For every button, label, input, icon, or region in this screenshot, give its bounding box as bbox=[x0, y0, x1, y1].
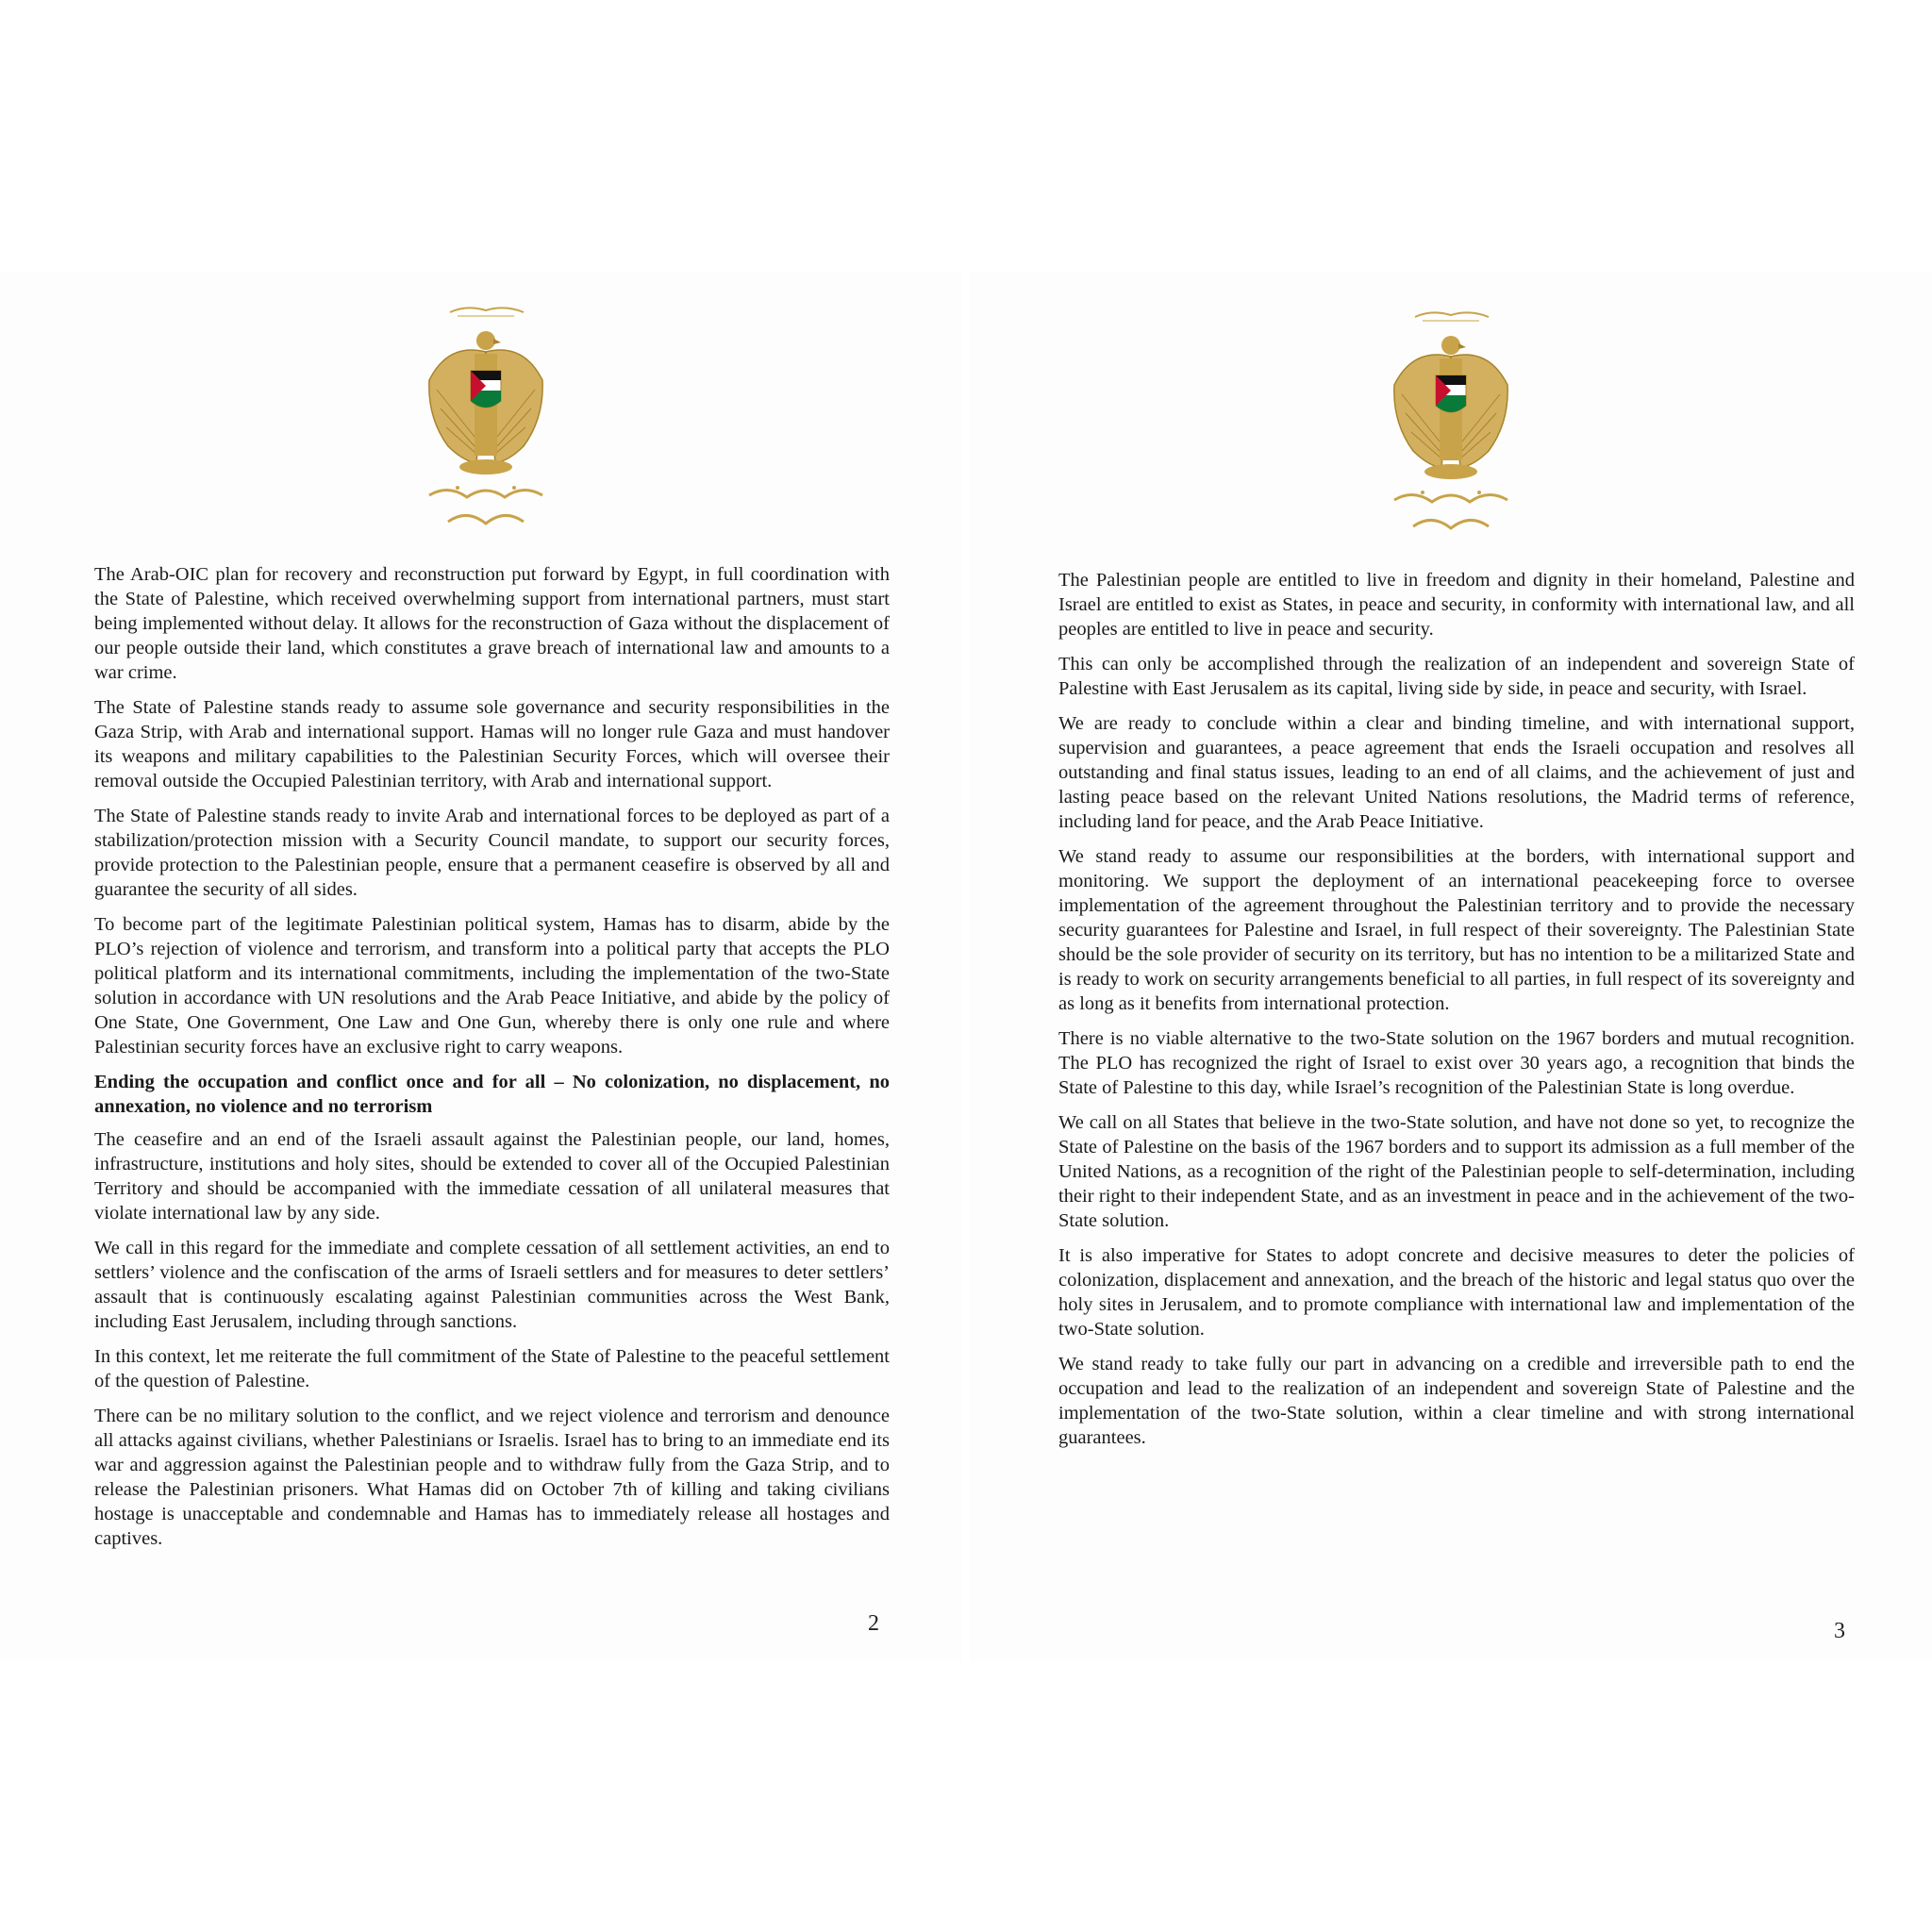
paragraph: There is no viable alternative to the two-State solution on the 1967 borders and mutual recognition. The PLO has recognized the right of Israel to exist over 30 years ago, a recognition that binds the State of Palestine to this day, while Israel’s recognition of the Palestinian State is long overdue. bbox=[1058, 1028, 1855, 1098]
paragraph: We are ready to conclude within a clear and binding timeline, and with international support, supervision and guarantees, a peace agreement that ends the Israeli occupation and resolves all outstanding and final status issues, leading to an end of all claims, and the achievement of just and lasting peace based on the relevant United Nations resolutions, the Madrid terms of reference, including land for peace, and the Arab Peace Initiative. bbox=[1058, 713, 1855, 832]
paragraph: To become part of the legitimate Palestinian political system, Hamas has to disarm, abide by the PLO’s rejection of violence and terrorism, and transform into a political party that accepts the PLO political platform and its international commitments, including the implementation of the two-State solution in accordance with UN resolutions and the Arab Peace Initiative, and abide by the policy of One State, One Government, One Law and One Gun, whereby there is only one rule and where Palestinian security forces have an exclusive right to carry weapons. bbox=[94, 914, 890, 1058]
paragraph: It is also imperative for States to adopt concrete and decisive measures to deter the policies of colonization, displacement and annexation, and the breach of the historic and legal status quo over the holy sites in Jerusalem, and to promote compliance with international law and implementation of the two-State solution. bbox=[1058, 1245, 1855, 1340]
paragraph: We call in this regard for the immediate and complete cessation of all settlement activities, an end to settlers’ violence and the confiscation of the arms of Israeli settlers and for measures to deter settlers’ assault that is continuously escalating against Palestinian communities across the West Bank, including East Jerusalem, including through sanctions. bbox=[94, 1238, 890, 1332]
paragraph: We stand ready to take fully our part in advancing on a credible and irreversible path to end the occupation and lead to the realization of an independent and sovereign State of Palestine and the implementation of the two-State solution, within a clear timeline and with strong international guarantees. bbox=[1058, 1354, 1855, 1448]
page-number: 3 bbox=[1834, 1619, 1845, 1643]
page-2 bbox=[0, 272, 962, 1660]
paragraph: The Arab-OIC plan for recovery and reconstruction put forward by Egypt, in full coordination with the State of Palestine, which received overwhelming support from international partners, must start being implemented without delay. It allows for the reconstruction of Gaza without the displacement of our people outside their land, which constitutes a grave breach of international law and amounts to a war crime. bbox=[94, 564, 890, 683]
palestine-eagle-emblem-icon bbox=[391, 295, 580, 541]
page-3-body bbox=[1058, 568, 1855, 1460]
paragraph: The Palestinian people are entitled to live in freedom and dignity in their homeland, Palestine and Israel are entitled to exist as States, in peace and security, in conformity with international law, and all peoples are entitled to live in peace and security. bbox=[1058, 570, 1855, 640]
paragraph: There can be no military solution to the conflict, and we reject violence and terrorism and denounce all attacks against civilians, whether Palestinians or Israelis. Israel has to bring to an immediate end its war and aggression against the Palestinian people and to withdraw fully from the Gaza Strip, and to release the Palestinian prisoners. What Hamas did on October 7th of killing and taking civilians hostage is unacceptable and condemnable and Hamas has to immediately release all hostages and captives. bbox=[94, 1406, 890, 1549]
paragraph: The ceasefire and an end of the Israeli assault against the Palestinian people, our land, homes, infrastructure, institutions and holy sites, should be extended to cover all of the Occupied Palestinian Territory and should be accompanied with the immediate cessation of all unilateral measures that violate international law by any side. bbox=[94, 1129, 890, 1224]
page-3 bbox=[970, 272, 1932, 1660]
paragraph: The State of Palestine stands ready to invite Arab and international forces to be deployed as part of a stabilization/protection mission with a Security Council mandate, to support our security forces, provide protection to the Palestinian people, ensure that a permanent ceasefire is observed by all and guarantee the security of all sides. bbox=[94, 806, 890, 900]
paragraph: This can only be accomplished through the realization of an independent and sovereign State of Palestine with East Jerusalem as its capital, living side by side, in peace and security, with Israel. bbox=[1058, 654, 1855, 699]
section-heading: Ending the occupation and conflict once and for all – No colonization, no displacement, no annexation, no violence and no terrorism bbox=[94, 1072, 890, 1117]
paragraph: We call on all States that believe in the two-State solution, and have not done so yet, to recognize the State of Palestine on the basis of the 1967 borders and to support its admission as a full member of the United Nations, as a recognition of the right of the Palestinian people to self-determination, including their right to their independent State, and as an investment in peace and in the achievement of the two-State solution. bbox=[1058, 1112, 1855, 1231]
page-number: 2 bbox=[868, 1611, 879, 1636]
letterhead bbox=[1357, 300, 1545, 545]
palestine-eagle-emblem-icon bbox=[1357, 300, 1545, 545]
letterhead bbox=[391, 295, 580, 541]
paragraph: We stand ready to assume our responsibilities at the borders, with international support and monitoring. We support the deployment of an international peacekeeping force to oversee implementation of the agreement throughout the Palestinian territory and to provide the necessary security guarantees for Palestine and Israel, in full respect of their sovereignty. The Palestinian State should be the sole provider of security on its territory, but has no intention to be a militarized State and is ready to work on security arrangements beneficial to all parties, in full respect of its sovereignty and as long as it benefits from international protection. bbox=[1058, 846, 1855, 1014]
page-2-body bbox=[94, 562, 890, 1561]
paragraph: In this context, let me reiterate the full commitment of the State of Palestine to the peaceful settlement of the question of Palestine. bbox=[94, 1346, 890, 1391]
paragraph: The State of Palestine stands ready to assume sole governance and security responsibilities in the Gaza Strip, with Arab and international support. Hamas will no longer rule Gaza and must handover its weapons and military capabilities to the Palestinian Security Forces, which will oversee their removal outside the Occupied Palestinian territory, with Arab and international support. bbox=[94, 697, 890, 791]
